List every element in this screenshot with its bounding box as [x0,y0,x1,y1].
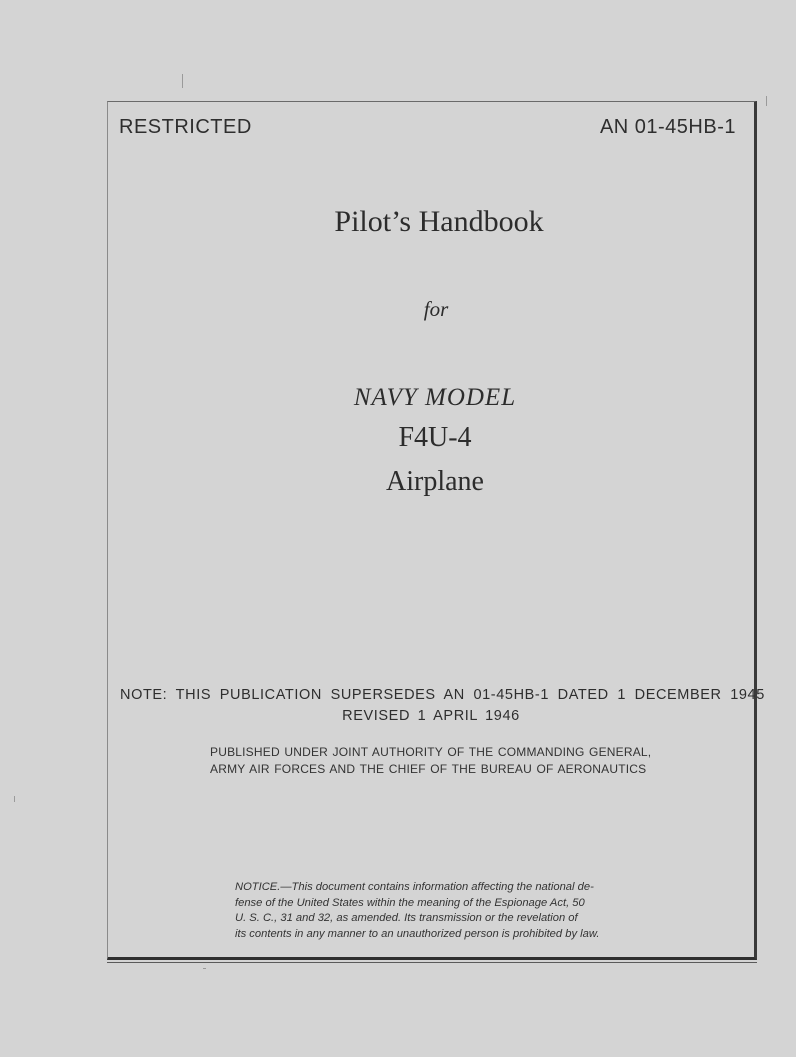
navy-model-heading: NAVY MODEL [353,384,517,411]
notice-line: fense of the United States within the meaning of the Espionage Act, 50 [235,896,585,909]
revised-date: REVISED 1 APRIL 1946 [342,708,520,724]
notice-line: NOTICE.—This document contains information affecting the national de- [235,881,594,893]
security-notice [235,880,645,942]
aircraft-model: F4U-4 [398,422,472,453]
handbook-title: Pilot’s Handbook [334,205,544,238]
scan-speck [182,74,183,88]
authority-line-2: ARMY AIR FORCES AND THE CHIEF OF THE BUREAU OF AERONAUTICS [210,762,647,776]
scan-speck [766,96,767,106]
document-number: AN 01-45HB-1 [599,116,736,138]
aircraft-type: Airplane [386,466,484,497]
document-page [107,101,765,960]
notice-line: its contents in any manner to an unauthorized person is prohibited by law. [235,927,600,940]
scan-speck [14,796,15,802]
title-for: for [423,297,449,321]
authority-line-1: PUBLISHED UNDER JOINT AUTHORITY OF THE COMMANDING GENERAL, [210,745,652,759]
supersedes-note: NOTE: THIS PUBLICATION SUPERSEDES AN 01-45HB-1 DATED 1 DECEMBER 1945 [120,687,765,703]
notice-line: U. S. C., 31 and 32, as amended. Its transmission or the revelation of [235,912,578,924]
classification-label: RESTRICTED [119,116,252,138]
scan-speck [203,968,206,969]
